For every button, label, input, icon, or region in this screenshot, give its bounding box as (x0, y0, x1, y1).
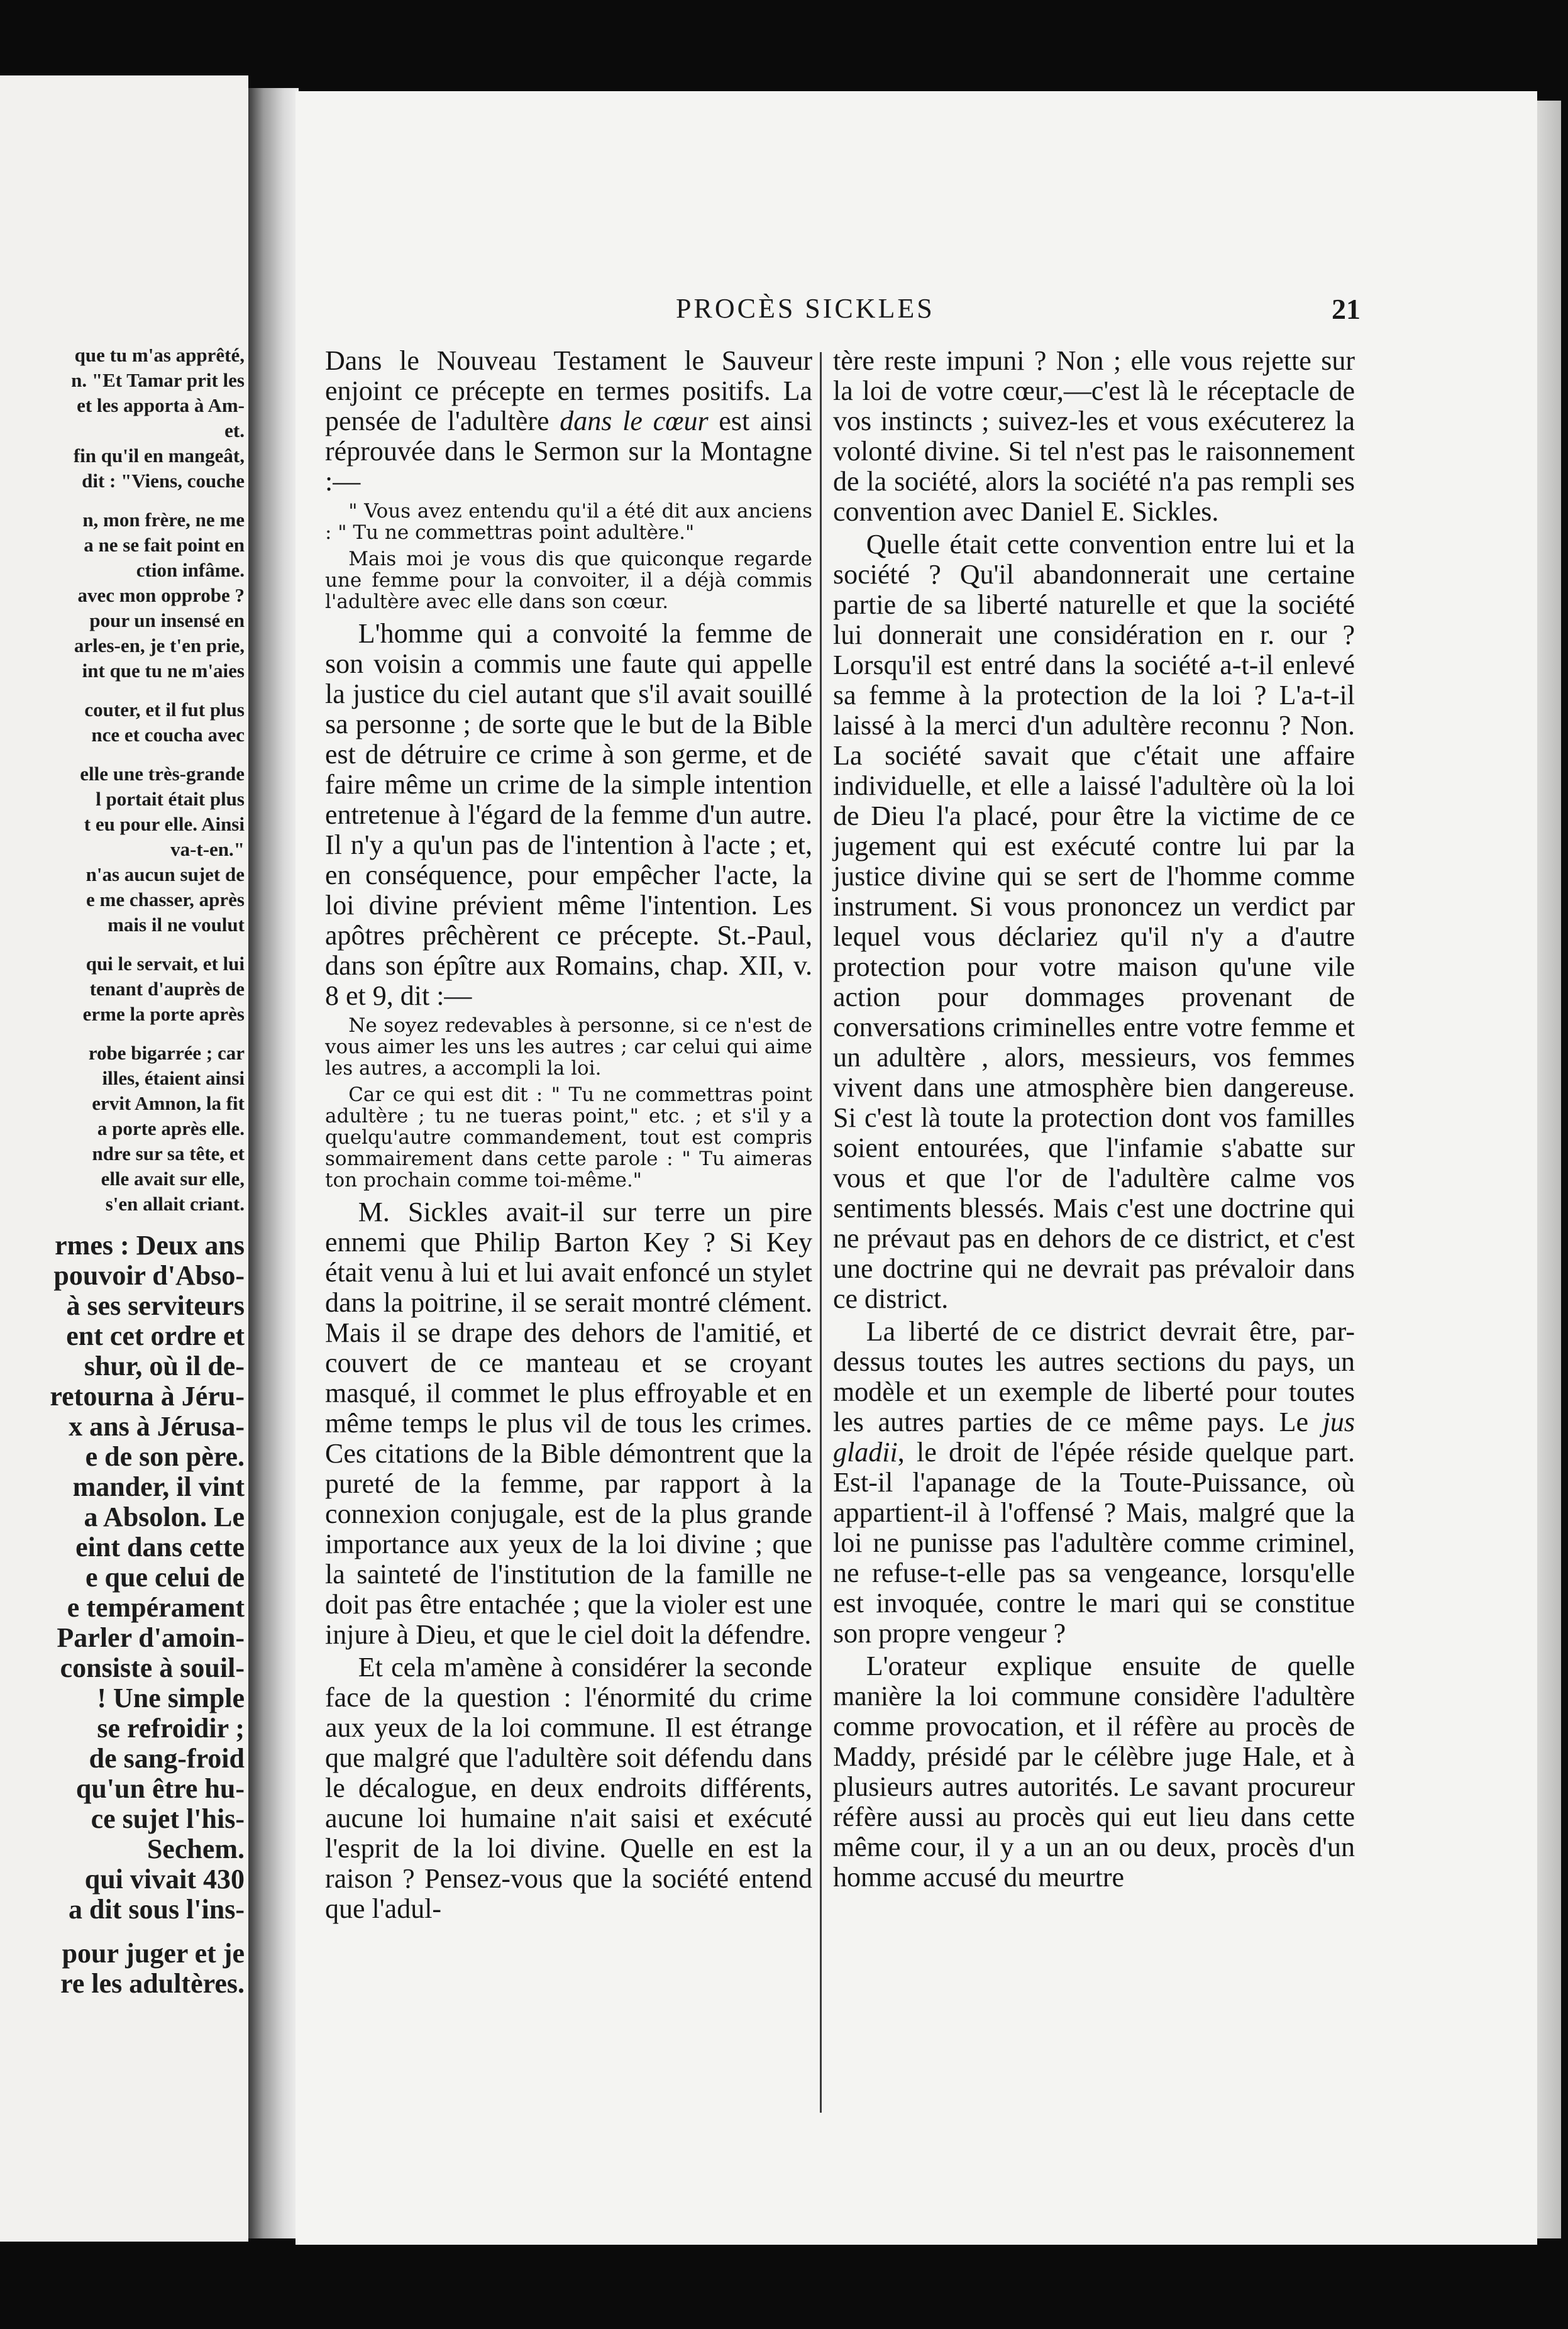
facing-page-line: e de son père. (85, 1442, 245, 1472)
paragraph: La liberté de ce district devrait être, par-dessus toutes les autres sections du pays, un modèle et un exemple de liberté pour toutes les autres parties de ce même pays. Le jus gladii, le droit de l'épée réside quelque part. Est-il l'apanage de la Toute-Puissance, où appartient-il à l'offensé ? Mais, malgré que la loi ne punisse pas l'adultère comme criminel, ne refuse-t-elle pas sa vengeance, lorsqu'elle est invoquée, contre le mari qui se constitue son propre vengeur ? (833, 1316, 1355, 1649)
facing-page-line: pouvoir d'Abso- (53, 1261, 245, 1291)
facing-page-line: e tempérament (67, 1593, 245, 1623)
facing-page-text (0, 343, 248, 1999)
facing-page-line: rmes : Deux ans (55, 1231, 245, 1261)
facing-page-line: shur, où il de- (84, 1351, 245, 1381)
facing-page-line: n'as aucun sujet de (86, 863, 245, 885)
facing-page-left (0, 75, 248, 2242)
facing-page-line: l portait était plus (96, 788, 245, 810)
line-gap (0, 683, 248, 697)
facing-page-line: int que tu ne m'aies (82, 660, 245, 682)
facing-page-line: ! Une simple (97, 1683, 245, 1713)
facing-page-line: couter, et il fut plus (84, 699, 245, 721)
facing-page-line: x ans à Jérusa- (69, 1412, 245, 1442)
facing-page-line: n, mon frère, ne me (82, 509, 245, 531)
text-column-right (833, 346, 1355, 2138)
facing-page-line: pour juger et je (62, 1939, 245, 1969)
facing-page-line: tenant d'auprès de (89, 978, 245, 1000)
block-quote: Ne soyez redevables à personne, si ce n'est de vous aimer les uns les autres ; car celui qui aime les autres, a accompli la loi. (325, 1014, 812, 1080)
line-gap (0, 494, 248, 507)
line-gap (0, 938, 248, 951)
facing-page-line: ent cet ordre et (66, 1321, 245, 1351)
facing-page-line: mais il ne voulut (108, 914, 245, 936)
facing-page-line: qu'un être hu- (75, 1774, 245, 1804)
paragraph: M. Sickles avait-il sur terre un pire ennemi que Philip Barton Key ? Si Key était venu à lui et lui avait enfoncé un stylet dans la poitrine, il se serait montré clément. Mais il se drape des dehors de l'amitié, et couvert de ce manteau et se croyant masqué, il commet le plus effroyable et en même temps le plus vil de tous les crimes. Ces citations de la Bible démontrent que la pureté de la femme, par rapport à la connexion conjugale, est de la plus grande importance aux yeux de la loi divine ; que la sainteté de l'institution de la famille ne doit pas être entachée ; que la violer est une injure à Dieu, et que le ciel doit la défendre. (325, 1197, 812, 1650)
facing-page-line: fin qu'il en mangeât, (73, 445, 245, 467)
facing-page-line: Sechem. (146, 1834, 245, 1864)
page-number: 21 (1332, 293, 1361, 325)
facing-page-line: t eu pour elle. Ainsi (84, 813, 245, 835)
facing-page-line: a ne se fait point en (84, 534, 245, 556)
facing-page-line: et les apporta à Am- (77, 394, 245, 416)
block-quote: " Vous avez entendu qu'il a été dit aux anciens : " Tu ne commettras point adultère." (325, 500, 812, 544)
facing-page-line: Parler d'amoin- (57, 1623, 245, 1653)
line-gap (0, 1217, 248, 1231)
line-gap (0, 748, 248, 761)
facing-page-line: ction infâme. (136, 559, 245, 581)
facing-page-line: retourna à Jéru- (50, 1381, 245, 1412)
facing-page-line: consiste à souil- (60, 1653, 245, 1683)
facing-page-line: robe bigarrée ; car (88, 1042, 245, 1064)
paragraph: L'homme qui a convoité la femme de son voisin a commis une faute qui appelle la justice du ciel autant que s'il avait souillé sa personne ; de sorte que le but de la Bible est de détruire ce crime à son germe, et de faire même un crime de la simple intention entretenue à l'égard de la femme d'un autre. Il n'y a qu'un pas de l'intention à l'acte ; et, en conséquence, pour empêcher l'acte, la loi divine prévient même l'intention. Les apôtres prêchèrent ce précepte. St.-Paul, dans son épître aux Romains, chap. XII, v. 8 et 9, dit :— (325, 618, 812, 1011)
block-quote: Car ce qui est dit : " Tu ne commettras point adultère ; tu ne tueras point," etc. ; et s'il y a quelqu'autre commandement, tout est compris sommairement dans cette parole : " Tu aimeras ton prochain comme toi-même." (325, 1083, 812, 1192)
facing-page-line: pour un insensé en (89, 609, 245, 631)
facing-page-line: mander, il vint (72, 1472, 245, 1502)
facing-page-line: eint dans cette (75, 1532, 245, 1563)
page-edge (1537, 101, 1561, 2238)
facing-page-line: e me chasser, après (86, 888, 245, 910)
paragraph: tère reste impuni ? Non ; elle vous rejette sur la loi de votre cœur,—c'est là le réceptacle de vos instincts ; suivez-les et vous exécuterez la volonté divine. Si tel n'est pas le raisonnement de la société, alors la société n'a pas rempli ses convention avec Daniel E. Sickles. (833, 345, 1355, 527)
facing-page-line: va-t-en." (170, 838, 245, 860)
book-gutter (248, 88, 299, 2238)
facing-page-line: que tu m'as apprêté, (74, 344, 245, 366)
facing-page-line: arles-en, je t'en prie, (74, 634, 245, 656)
facing-page-line: elle une très-grande (80, 763, 245, 785)
facing-page-line: illes, étaient ainsi (102, 1067, 245, 1089)
facing-page-line: ce sujet l'his- (91, 1804, 245, 1834)
facing-page-line: de sang-froid (89, 1744, 245, 1774)
facing-page-line: avec mon opprobe ? (77, 584, 245, 606)
facing-page-line: et. (224, 419, 245, 441)
running-head: PROCÈS SICKLES (676, 293, 935, 324)
facing-page-line: se refroidir ; (97, 1713, 245, 1744)
facing-page-line: erme la porte après (82, 1003, 245, 1025)
facing-page-line: a porte après elle. (97, 1117, 245, 1139)
facing-page-line: qui vivait 430 (84, 1864, 245, 1895)
paragraph: Quelle était cette convention entre lui et la société ? Qu'il abandonnerait une certaine partie de sa liberté naturelle et que la société lui donnerait une considération en r. our ? Lorsqu'il est entré dans la société a-t-il enlevé sa femme à la protection de la loi ? L'a-t-il laissé à la merci d'un adultère reconnu ? Non. La société savait que c'était une affaire individuelle, et elle a laissé l'adultère où la loi de Dieu l'a placé, pour être la victime de ce jugement qui est exécuté contre lui par la justice divine qui se sert de l'homme comme instrument. Si vous prononcez un verdict par lequel vous déclariez qu'il n'y a d'autre protection pour votre maison qu'une vile action pour dommages provenant de conversations criminelles entre votre femme et un adultère , alors, messieurs, vos femmes vivent dans une atmosphère bien dangereuse. Si c'est là toute la protection dont vos familles soient entourées, que l'infamie s'abatte sur vous et que l'or de l'adultère calme vos sentiments blessés. Mais c'est une doctrine qui ne prévaut pas en dehors de ce district, et c'est une doctrine qui ne devrait pas prévaloir dans ce district. (833, 529, 1355, 1314)
facing-page-line: a dit sous l'ins- (69, 1895, 245, 1925)
line-gap (0, 1925, 248, 1939)
paragraph: L'orateur explique ensuite de quelle manière la loi commune considère l'adultère comme provocation, et il réfère au procès de Maddy, présidé par le célèbre juge Hale, et à plusieurs autres autorités. Le savant procureur réfère aussi au procès qui eut lieu dans cette même cour, il y a un an ou deux, procès d'un homme accusé du meurtre (833, 1651, 1355, 1893)
facing-page-line: s'en allait criant. (105, 1193, 245, 1215)
facing-page-line: ervit Amnon, la fit (92, 1092, 245, 1114)
text-column-left (325, 346, 812, 2138)
paragraph: Et cela m'amène à considérer la seconde face de la question : l'énormité du crime aux yeux de la loi commune. Il est étrange que malgré que l'adultère soit défendu dans le décalogue, en deux endroits différents, aucune loi humaine n'ait saisi et exécuté l'esprit de la loi divine. Quelle en est la raison ? Pensez-vous que la société entend que l'adul- (325, 1652, 812, 1924)
facing-page-line: qui le servait, et lui (86, 953, 245, 975)
facing-page-line: nce et coucha avec (91, 724, 245, 746)
column-rule (820, 352, 822, 2113)
facing-page-line: elle avait sur elle, (101, 1168, 245, 1190)
facing-page-line: à ses serviteurs (66, 1291, 245, 1321)
line-gap (0, 1027, 248, 1041)
facing-page-line: ndre sur sa tête, et (92, 1142, 245, 1164)
block-quote: Mais moi je vous dis que quiconque regarde une femme pour la convoiter, il a déjà commis l'adultère avec elle dans son cœur. (325, 548, 812, 613)
facing-page-line: e que celui de (86, 1563, 245, 1593)
facing-page-line: a Absolon. Le (84, 1502, 245, 1532)
facing-page-line: re les adultères. (60, 1969, 245, 1999)
paragraph: Dans le Nouveau Testament le Sauveur enjoint ce précepte en termes positifs. La pensée de l'adultère dans le cœur est ainsi réprouvée dans le Sermon sur la Montagne :— (325, 345, 812, 497)
facing-page-line: n. "Et Tamar prit les (71, 369, 245, 391)
facing-page-line: dit : "Viens, couche (82, 470, 245, 492)
